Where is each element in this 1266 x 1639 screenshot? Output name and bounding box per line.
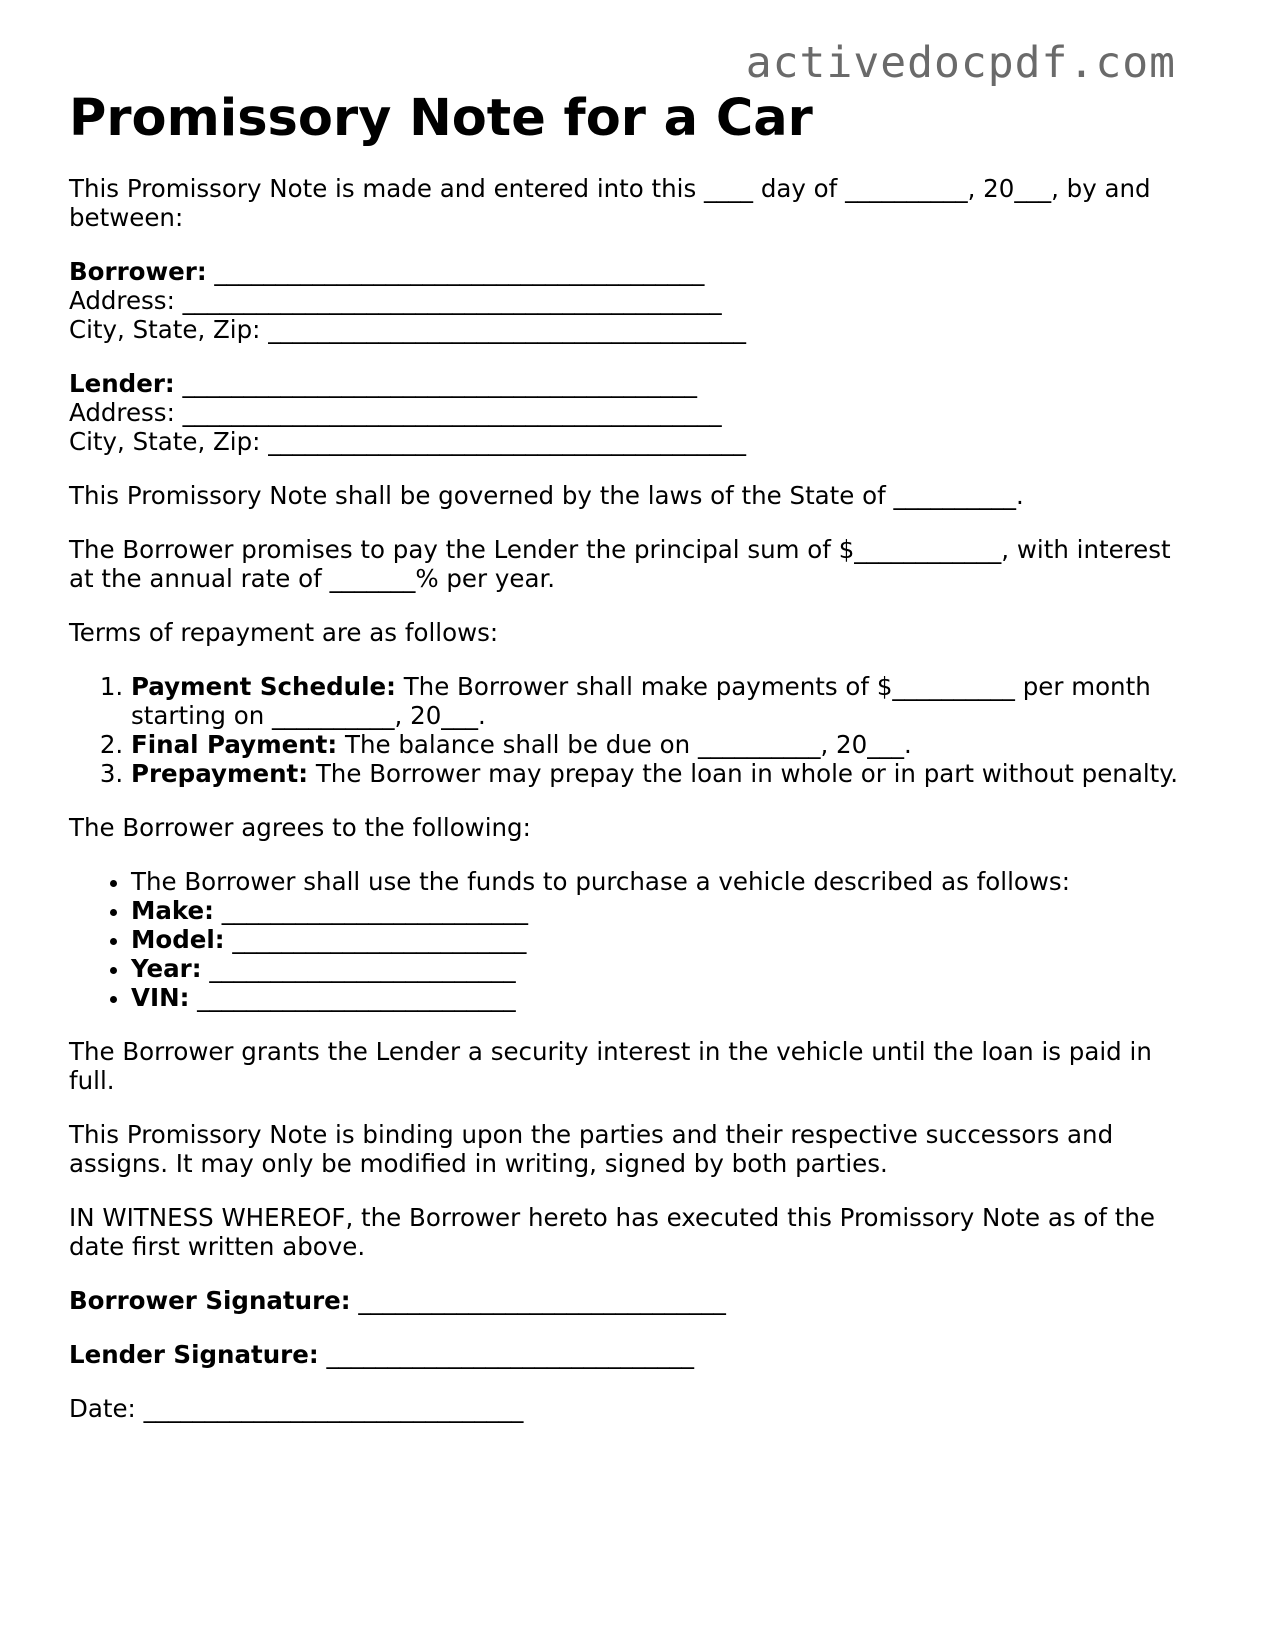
terms-intro: Terms of repayment are as follows:: [69, 618, 499, 647]
term-label: Payment Schedule:: [131, 672, 396, 701]
lender-signature-blank: ______________________________: [318, 1340, 694, 1369]
intro-paragraph: This Promissory Note is made and entered into this ____ day of __________, 20___, by and between:: [69, 174, 1151, 232]
vehicle-year-line: _________________________: [201, 954, 516, 983]
lender-name-line: __________________________________________: [174, 369, 698, 398]
vehicle-make-line: _________________________: [213, 896, 529, 925]
list-item: • The Borrower shall use the funds to purchase a vehicle described as follows:: [131, 867, 1199, 896]
document-page: [69, 86, 1199, 1423]
watermark: activedocpdf.com: [745, 38, 1176, 88]
date-label: Date:: [69, 1394, 136, 1423]
binding-paragraph: This Promissory Note is binding upon the parties and their respective successors and assigns. It may only be modified in writing, signed by both parties.: [69, 1120, 1114, 1178]
list-item: [131, 925, 1199, 954]
lender-label: Lender:: [69, 369, 175, 398]
borrower-name-line: ________________________________________: [206, 257, 705, 286]
list-item: [131, 896, 1199, 925]
term-text: The Borrower shall make payments of $__________ per month starting on __________, 20___.: [131, 672, 1151, 730]
list-item: [131, 759, 1199, 788]
list-item: [131, 954, 1199, 983]
borrower-label: Borrower:: [69, 257, 207, 286]
borrower-signature-line: [69, 1286, 1199, 1315]
repayment-terms-list: [69, 672, 1199, 788]
principal-paragraph: The Borrower promises to pay the Lender the principal sum of $____________, with interest at the annual rate of _______% per year.: [69, 535, 1171, 593]
borrower-block: [69, 257, 1199, 344]
list-item: [131, 983, 1199, 1012]
date-line: [69, 1394, 1199, 1423]
vehicle-vin-label: VIN:: [131, 983, 190, 1012]
borrower-city-state-zip: City, State, Zip: _______________________________________: [69, 315, 746, 344]
date-blank: _______________________________: [135, 1394, 524, 1423]
borrower-signature-blank: ______________________________: [350, 1286, 726, 1315]
vehicle-model-label: Model:: [131, 925, 225, 954]
term-text: The Borrower may prepay the loan in whole or in part without penalty.: [308, 759, 1179, 788]
agrees-intro: The Borrower agrees to the following:: [69, 813, 531, 842]
lender-city-state-zip: City, State, Zip: _______________________________________: [69, 427, 746, 456]
document-title: Promissory Note for a Car: [69, 89, 813, 148]
borrower-signature-label: Borrower Signature:: [69, 1286, 351, 1315]
vehicle-make-label: Make:: [131, 896, 214, 925]
governing-law-paragraph: This Promissory Note shall be governed by the laws of the State of __________.: [69, 481, 1024, 510]
borrower-address: Address: ____________________________________________: [69, 286, 722, 315]
vehicle-model-line: ________________________: [224, 925, 527, 954]
lender-signature-label: Lender Signature:: [69, 1340, 319, 1369]
term-text: The balance shall be due on __________, 20___.: [337, 730, 912, 759]
list-item: [131, 730, 1199, 759]
list-item: [131, 672, 1199, 730]
term-label: Prepayment:: [131, 759, 309, 788]
vehicle-list: [69, 867, 1199, 1012]
term-label: Final Payment:: [131, 730, 338, 759]
lender-block: [69, 369, 1199, 456]
vehicle-vin-line: __________________________: [189, 983, 516, 1012]
security-interest-paragraph: The Borrower grants the Lender a security interest in the vehicle until the loan is paid in full.: [69, 1037, 1152, 1095]
lender-address: Address: ____________________________________________: [69, 398, 722, 427]
witness-paragraph: IN WITNESS WHEREOF, the Borrower hereto has executed this Promissory Note as of the date first written above.: [69, 1203, 1156, 1261]
vehicle-year-label: Year:: [131, 954, 202, 983]
lender-signature-line: [69, 1340, 1199, 1369]
